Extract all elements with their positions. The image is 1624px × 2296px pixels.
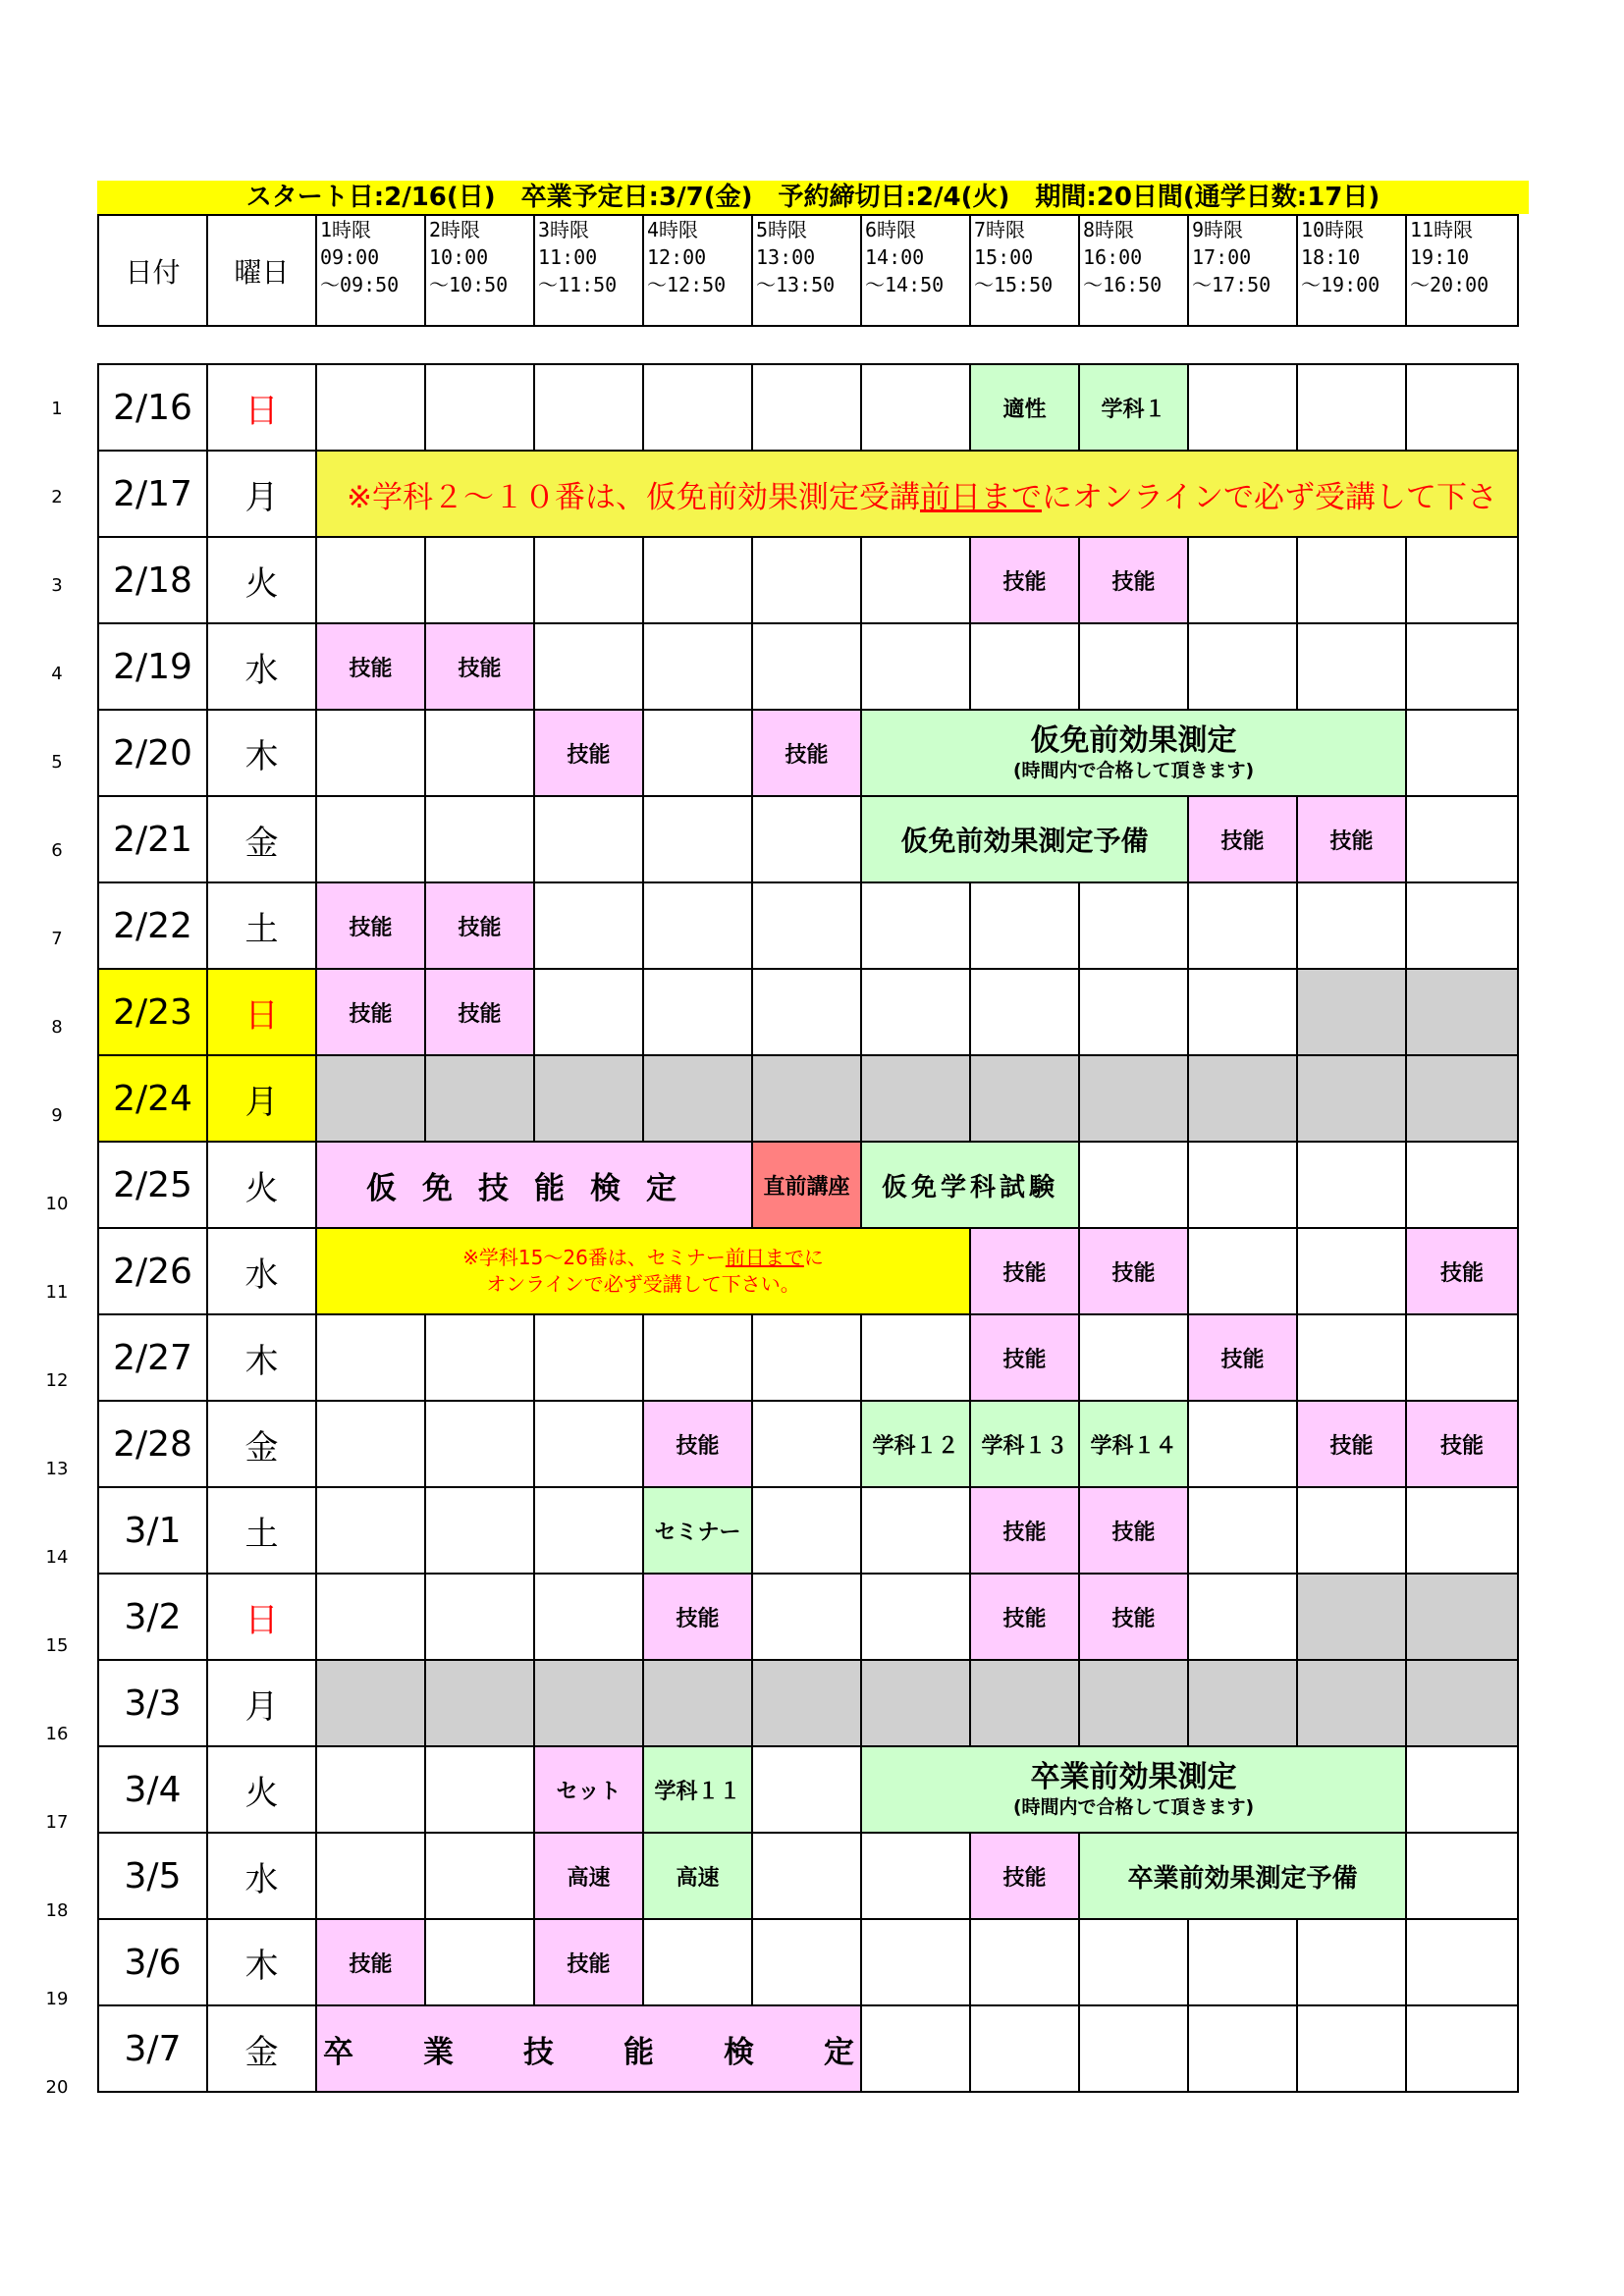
empty-slot[interactable] (1406, 2005, 1518, 2092)
skill-lesson-slot[interactable]: 技能 (1406, 1228, 1518, 1314)
closed-slot (1297, 1660, 1406, 1746)
empty-slot[interactable] (752, 1833, 861, 1919)
empty-slot[interactable] (643, 537, 752, 623)
weekday-cell: 日 (207, 969, 316, 1055)
gakka-12-slot[interactable]: 学科１２ (861, 1401, 970, 1487)
skill-lesson-slot[interactable]: 技能 (1188, 796, 1297, 882)
schedule-row (98, 451, 1518, 537)
schedule-row (98, 1228, 1518, 1314)
period-header-2: 2時限 10:00 ～10:50 (425, 215, 534, 326)
empty-slot[interactable] (643, 882, 752, 969)
date-cell: 3/1 (98, 1487, 207, 1574)
empty-slot[interactable] (425, 364, 534, 451)
empty-slot[interactable] (425, 1919, 534, 2005)
empty-slot[interactable] (970, 969, 1079, 1055)
empty-slot[interactable] (316, 1833, 425, 1919)
empty-slot[interactable] (752, 969, 861, 1055)
weekday-cell: 月 (207, 451, 316, 537)
period-header-1: 1時限 09:00 ～09:50 (316, 215, 425, 326)
closed-slot (752, 1055, 861, 1142)
empty-slot[interactable] (534, 1487, 643, 1574)
empty-slot[interactable] (1188, 623, 1297, 710)
empty-slot[interactable] (534, 623, 643, 710)
prelim-written-test-slot[interactable]: 仮免学科試験 (861, 1142, 1079, 1228)
gakka-13-slot[interactable]: 学科１３ (970, 1401, 1079, 1487)
date-cell: 2/21 (98, 796, 207, 882)
closed-slot (970, 1055, 1079, 1142)
skill-lesson-slot[interactable]: 技能 (425, 882, 534, 969)
empty-slot[interactable] (316, 1746, 425, 1833)
schedule-row (98, 1314, 1518, 1401)
weekday-cell: 月 (207, 1660, 316, 1746)
empty-slot[interactable] (425, 1746, 534, 1833)
seminar-online-notice: ※学科15～26番は、セミナー前日までに オンラインで必ず受講して下さい。 (316, 1228, 970, 1314)
empty-slot[interactable] (1297, 1919, 1406, 2005)
empty-slot[interactable] (861, 1833, 970, 1919)
skill-lesson-slot[interactable]: 技能 (1079, 1487, 1188, 1574)
date-cell: 3/4 (98, 1746, 207, 1833)
online-study-notice: ※学科２～１０番は、仮免前効果測定受講前日までにオンラインで必ず受講して下さ (316, 451, 1518, 537)
empty-slot[interactable] (1079, 623, 1188, 710)
empty-slot[interactable] (752, 364, 861, 451)
schedule-row (98, 364, 1518, 451)
skill-lesson-slot[interactable]: 技能 (1079, 1574, 1188, 1660)
empty-slot[interactable] (534, 969, 643, 1055)
date-cell: 2/25 (98, 1142, 207, 1228)
weekday-cell: 金 (207, 1401, 316, 1487)
skill-lesson-slot[interactable]: 技能 (1188, 1314, 1297, 1401)
empty-slot[interactable] (1406, 623, 1518, 710)
empty-slot[interactable] (425, 1401, 534, 1487)
period-header-7: 7時限 15:00 ～15:50 (970, 215, 1079, 326)
closed-slot (425, 1660, 534, 1746)
row-number: 2 (51, 487, 63, 507)
empty-slot[interactable] (316, 1314, 425, 1401)
closed-slot (861, 1055, 970, 1142)
closed-slot (970, 1660, 1079, 1746)
date-cell: 2/19 (98, 623, 207, 710)
empty-slot[interactable] (425, 710, 534, 796)
closed-slot (316, 1055, 425, 1142)
date-cell: 3/6 (98, 1919, 207, 2005)
empty-slot[interactable] (861, 1314, 970, 1401)
empty-slot[interactable] (316, 364, 425, 451)
empty-slot[interactable] (861, 969, 970, 1055)
date-cell: 2/26 (98, 1228, 207, 1314)
empty-slot[interactable] (1188, 1919, 1297, 2005)
skill-lesson-slot[interactable]: 技能 (752, 710, 861, 796)
skill-lesson-slot[interactable]: 技能 (316, 1919, 425, 2005)
date-cell: 3/3 (98, 1660, 207, 1746)
schedule-summary-banner: スタート日:2/16(日) 卒業予定日:3/7(金) 予約締切日:2/4(火) 期間:20日間(通学日数:17日) (97, 181, 1529, 214)
row-number: 19 (45, 1989, 69, 2009)
row-number: 15 (45, 1635, 69, 1656)
empty-slot[interactable] (752, 1574, 861, 1660)
schedule-row (98, 1487, 1518, 1574)
row-number: 7 (51, 929, 63, 949)
row-number: 11 (45, 1282, 69, 1303)
row-number: 6 (51, 840, 63, 861)
skill-lesson-slot[interactable]: 技能 (970, 1314, 1079, 1401)
schedule-row (98, 1660, 1518, 1746)
empty-slot[interactable] (861, 882, 970, 969)
closed-slot (1188, 1660, 1297, 1746)
date-cell: 3/5 (98, 1833, 207, 1919)
prelim-skill-test-slot[interactable]: 仮免技能検定 (316, 1142, 752, 1228)
weekday-cell: 木 (207, 1919, 316, 2005)
date-cell: 2/22 (98, 882, 207, 969)
schedule-row (98, 2005, 1518, 2092)
empty-slot[interactable] (534, 882, 643, 969)
weekday-cell: 火 (207, 1746, 316, 1833)
empty-slot[interactable] (1297, 623, 1406, 710)
empty-slot[interactable] (1406, 364, 1518, 451)
empty-slot[interactable] (1188, 882, 1297, 969)
empty-slot[interactable] (970, 2005, 1079, 2092)
empty-slot[interactable] (1188, 2005, 1297, 2092)
grad-skill-test-slot[interactable]: 卒業技能検定 (316, 2005, 861, 2092)
gakka-1-slot[interactable]: 学科１ (1079, 364, 1188, 451)
empty-slot[interactable] (1297, 1487, 1406, 1574)
closed-slot (643, 1660, 752, 1746)
empty-slot[interactable] (1188, 1401, 1297, 1487)
period-header-5: 5時限 13:00 ～13:50 (752, 215, 861, 326)
empty-slot[interactable] (534, 537, 643, 623)
prelim-measurement-backup-slot[interactable]: 仮免前効果測定予備 (861, 796, 1188, 882)
empty-slot[interactable] (1406, 1919, 1518, 2005)
weekday-cell: 火 (207, 537, 316, 623)
date-cell: 2/20 (98, 710, 207, 796)
weekday-cell: 日 (207, 1574, 316, 1660)
empty-slot[interactable] (425, 537, 534, 623)
skill-lesson-slot[interactable]: 技能 (425, 623, 534, 710)
empty-slot[interactable] (752, 882, 861, 969)
weekday-cell: 水 (207, 1833, 316, 1919)
row-number: 20 (45, 2077, 69, 2098)
empty-slot[interactable] (534, 796, 643, 882)
empty-slot[interactable] (425, 796, 534, 882)
weekday-cell: 土 (207, 882, 316, 969)
skill-lesson-slot[interactable]: 技能 (643, 1401, 752, 1487)
row-number: 18 (45, 1900, 69, 1921)
empty-slot[interactable] (1297, 1142, 1406, 1228)
empty-slot[interactable] (1079, 2005, 1188, 2092)
empty-slot[interactable] (1406, 882, 1518, 969)
empty-slot[interactable] (1406, 796, 1518, 882)
skill-lesson-slot[interactable]: 技能 (316, 623, 425, 710)
schedule-row (98, 1574, 1518, 1660)
skill-lesson-slot[interactable]: 技能 (970, 1833, 1079, 1919)
weekday-cell: 土 (207, 1487, 316, 1574)
skill-lesson-slot[interactable]: 技能 (1297, 796, 1406, 882)
closed-slot (1406, 1055, 1518, 1142)
empty-slot[interactable] (425, 1487, 534, 1574)
skill-lesson-slot[interactable]: 技能 (316, 969, 425, 1055)
schedule-row (98, 969, 1518, 1055)
schedule-row (98, 623, 1518, 710)
skill-lesson-slot[interactable]: 技能 (316, 882, 425, 969)
empty-slot[interactable] (861, 537, 970, 623)
weekday-cell: 水 (207, 1228, 316, 1314)
closed-slot (861, 1660, 970, 1746)
closed-slot (1079, 1055, 1188, 1142)
skill-lesson-slot[interactable]: 技能 (970, 1228, 1079, 1314)
schedule-row (98, 1746, 1518, 1833)
empty-slot[interactable] (1188, 1228, 1297, 1314)
date-cell: 2/24 (98, 1055, 207, 1142)
empty-slot[interactable] (1297, 1314, 1406, 1401)
empty-slot[interactable] (1079, 1919, 1188, 2005)
empty-slot[interactable] (861, 364, 970, 451)
schedule-row (98, 1142, 1518, 1228)
empty-slot[interactable] (316, 1574, 425, 1660)
gakka-14-slot[interactable]: 学科１４ (1079, 1401, 1188, 1487)
empty-slot[interactable] (861, 2005, 970, 2092)
empty-slot[interactable] (1188, 364, 1297, 451)
empty-slot[interactable] (643, 969, 752, 1055)
skill-lesson-slot[interactable]: 技能 (1079, 1228, 1188, 1314)
schedule-table (97, 363, 1519, 2093)
pre-test-lecture-slot[interactable]: 直前講座 (752, 1142, 861, 1228)
skill-lesson-slot[interactable]: 技能 (534, 710, 643, 796)
empty-slot[interactable] (1406, 1746, 1518, 1833)
empty-slot[interactable] (752, 623, 861, 710)
empty-slot[interactable] (643, 1314, 752, 1401)
weekday-cell: 金 (207, 2005, 316, 2092)
empty-slot[interactable] (1079, 1314, 1188, 1401)
skill-lesson-slot[interactable]: 技能 (1079, 537, 1188, 623)
period-header-9: 9時限 17:00 ～17:50 (1188, 215, 1297, 326)
closed-slot (643, 1055, 752, 1142)
skill-lesson-slot[interactable]: 技能 (534, 1919, 643, 2005)
empty-slot[interactable] (1188, 537, 1297, 623)
empty-slot[interactable] (752, 1314, 861, 1401)
empty-slot[interactable] (643, 364, 752, 451)
schedule-row (98, 537, 1518, 623)
grad-effect-measurement-slot[interactable]: 卒業前効果測定 (時間内で合格して頂きます) (861, 1746, 1406, 1833)
skill-lesson-slot[interactable]: 技能 (425, 969, 534, 1055)
row-number: 12 (45, 1370, 69, 1391)
empty-slot[interactable] (1188, 1574, 1297, 1660)
closed-slot (752, 1660, 861, 1746)
empty-slot[interactable] (861, 1487, 970, 1574)
empty-slot[interactable] (1406, 1142, 1518, 1228)
period-header-4: 4時限 12:00 ～12:50 (643, 215, 752, 326)
skill-lesson-slot[interactable]: 技能 (970, 537, 1079, 623)
set-lesson-slot[interactable]: セット (534, 1746, 643, 1833)
closed-slot (534, 1660, 643, 1746)
row-number: 13 (45, 1459, 69, 1479)
date-cell: 2/27 (98, 1314, 207, 1401)
date-cell: 3/7 (98, 2005, 207, 2092)
closed-slot (1406, 1660, 1518, 1746)
closed-slot (1297, 1055, 1406, 1142)
closed-slot (1406, 969, 1518, 1055)
empty-slot[interactable] (316, 710, 425, 796)
empty-slot[interactable] (752, 537, 861, 623)
date-cell: 2/18 (98, 537, 207, 623)
empty-slot[interactable] (1188, 969, 1297, 1055)
empty-slot[interactable] (316, 537, 425, 623)
prelim-effect-measurement-slot[interactable]: 仮免前効果測定 (時間内で合格して頂きます) (861, 710, 1406, 796)
empty-slot[interactable] (752, 1487, 861, 1574)
empty-slot[interactable] (752, 796, 861, 882)
period-header-11: 11時限 19:10 ～20:00 (1406, 215, 1518, 326)
empty-slot[interactable] (861, 623, 970, 710)
row-number: 14 (45, 1547, 69, 1568)
empty-slot[interactable] (1079, 882, 1188, 969)
empty-slot[interactable] (861, 1919, 970, 2005)
skill-lesson-slot[interactable]: 技能 (643, 1574, 752, 1660)
aptitude-test-slot[interactable]: 適性 (970, 364, 1079, 451)
empty-slot[interactable] (643, 796, 752, 882)
weekday-cell: 木 (207, 1314, 316, 1401)
empty-slot[interactable] (425, 1314, 534, 1401)
closed-slot (1297, 1574, 1406, 1660)
grad-measurement-backup-slot[interactable]: 卒業前効果測定予備 (1079, 1833, 1406, 1919)
schedule-row (98, 796, 1518, 882)
empty-slot[interactable] (1406, 710, 1518, 796)
empty-slot[interactable] (316, 1401, 425, 1487)
highway-lesson-slot[interactable]: 高速 (534, 1833, 643, 1919)
empty-slot[interactable] (1297, 882, 1406, 969)
row-number: 3 (51, 575, 63, 596)
period-header-10: 10時限 18:10 ～19:00 (1297, 215, 1406, 326)
empty-slot[interactable] (752, 1919, 861, 2005)
row-number: 17 (45, 1812, 69, 1833)
skill-lesson-slot[interactable]: 技能 (970, 1574, 1079, 1660)
date-cell: 2/28 (98, 1401, 207, 1487)
empty-slot[interactable] (534, 1401, 643, 1487)
empty-slot[interactable] (534, 1574, 643, 1660)
closed-slot (316, 1660, 425, 1746)
empty-slot[interactable] (643, 623, 752, 710)
row-number: 1 (51, 399, 63, 419)
closed-slot (1406, 1574, 1518, 1660)
closed-slot (534, 1055, 643, 1142)
period-header-6: 6時限 14:00 ～14:50 (861, 215, 970, 326)
weekday-column-header: 曜日 (207, 215, 316, 326)
empty-slot[interactable] (1079, 969, 1188, 1055)
seminar-slot[interactable]: セミナー (643, 1487, 752, 1574)
row-number: 9 (51, 1105, 63, 1126)
weekday-cell: 月 (207, 1055, 316, 1142)
empty-slot[interactable] (643, 710, 752, 796)
schedule-row (98, 1055, 1518, 1142)
schedule-row (98, 1919, 1518, 2005)
schedule-row (98, 882, 1518, 969)
empty-slot[interactable] (1297, 1228, 1406, 1314)
row-number: 4 (51, 664, 63, 684)
schedule-row (98, 1833, 1518, 1919)
weekday-cell: 日 (207, 364, 316, 451)
period-header-3: 3時限 11:00 ～11:50 (534, 215, 643, 326)
empty-slot[interactable] (1188, 1487, 1297, 1574)
empty-slot[interactable] (316, 1487, 425, 1574)
empty-slot[interactable] (1188, 1142, 1297, 1228)
period-header-8: 8時限 16:00 ～16:50 (1079, 215, 1188, 326)
empty-slot[interactable] (643, 1919, 752, 2005)
date-column-header: 日付 (98, 215, 207, 326)
empty-slot[interactable] (425, 1833, 534, 1919)
row-number: 16 (45, 1724, 69, 1744)
highway-lesson-slot[interactable]: 高速 (643, 1833, 752, 1919)
empty-slot[interactable] (861, 1574, 970, 1660)
gakka-11-slot[interactable]: 学科１１ (643, 1746, 752, 1833)
weekday-cell: 木 (207, 710, 316, 796)
date-cell: 2/23 (98, 969, 207, 1055)
empty-slot[interactable] (752, 1401, 861, 1487)
skill-lesson-slot[interactable]: 技能 (1297, 1401, 1406, 1487)
empty-slot[interactable] (752, 1746, 861, 1833)
empty-slot[interactable] (1406, 1833, 1518, 1919)
closed-slot (1079, 1660, 1188, 1746)
empty-slot[interactable] (1079, 1142, 1188, 1228)
row-number: 8 (51, 1017, 63, 1038)
date-cell: 3/2 (98, 1574, 207, 1660)
empty-slot[interactable] (970, 1919, 1079, 2005)
closed-slot (1297, 969, 1406, 1055)
schedule-row (98, 1401, 1518, 1487)
empty-slot[interactable] (1297, 2005, 1406, 2092)
row-number: 10 (45, 1194, 69, 1214)
empty-slot[interactable] (534, 364, 643, 451)
date-cell: 2/17 (98, 451, 207, 537)
skill-lesson-slot[interactable]: 技能 (970, 1487, 1079, 1574)
empty-slot[interactable] (1406, 537, 1518, 623)
weekday-cell: 水 (207, 623, 316, 710)
empty-slot[interactable] (1297, 364, 1406, 451)
empty-slot[interactable] (970, 623, 1079, 710)
closed-slot (1188, 1055, 1297, 1142)
empty-slot[interactable] (425, 1574, 534, 1660)
schedule-row (98, 710, 1518, 796)
date-cell: 2/16 (98, 364, 207, 451)
weekday-cell: 金 (207, 796, 316, 882)
weekday-cell: 火 (207, 1142, 316, 1228)
empty-slot[interactable] (1406, 1314, 1518, 1401)
empty-slot[interactable] (1297, 537, 1406, 623)
empty-slot[interactable] (316, 796, 425, 882)
closed-slot (425, 1055, 534, 1142)
period-header-table (97, 214, 1519, 327)
empty-slot[interactable] (970, 882, 1079, 969)
row-number: 5 (51, 752, 63, 773)
skill-lesson-slot[interactable]: 技能 (1406, 1401, 1518, 1487)
empty-slot[interactable] (534, 1314, 643, 1401)
empty-slot[interactable] (1406, 1487, 1518, 1574)
